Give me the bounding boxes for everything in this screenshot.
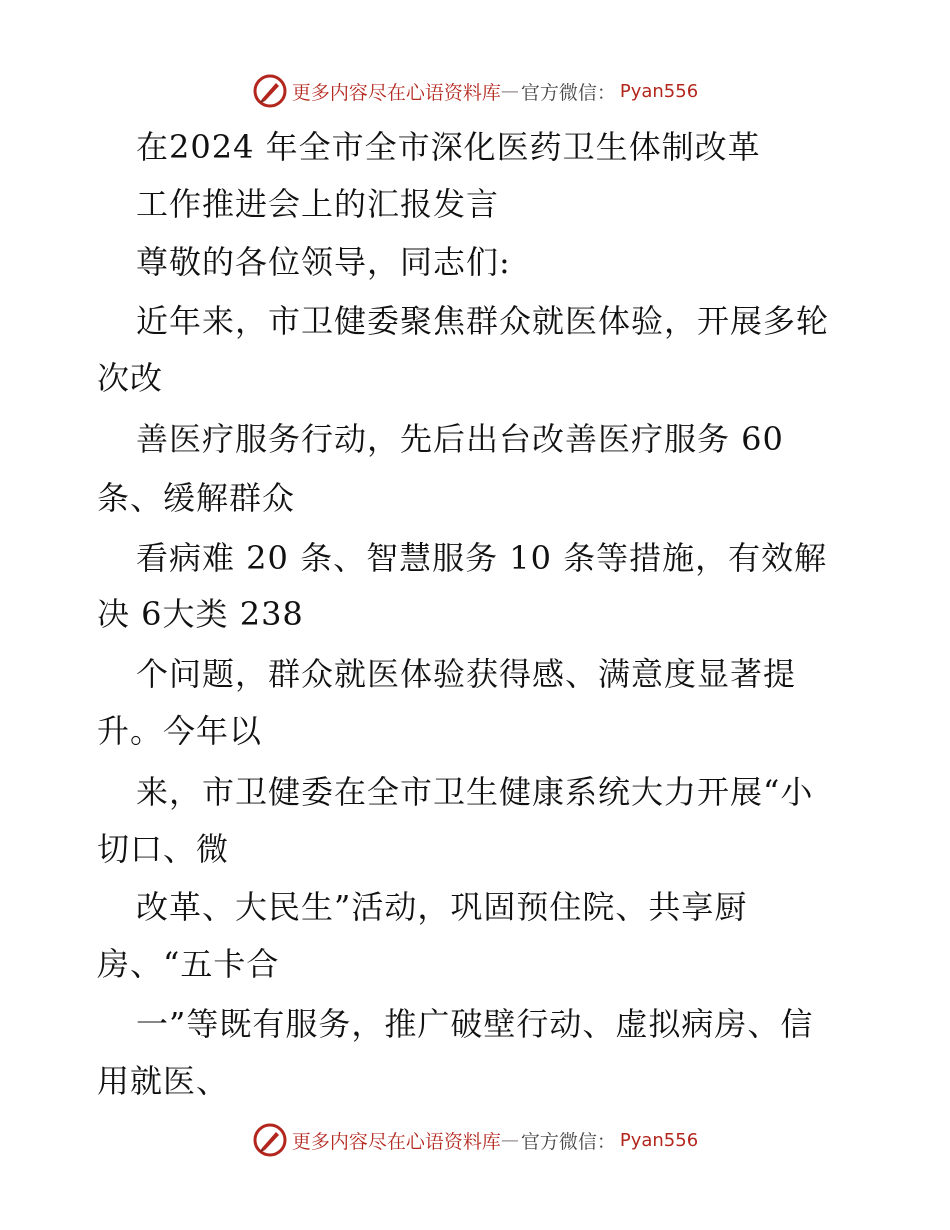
watermark-separator: — bbox=[500, 1129, 519, 1151]
body-line: 房、“五卡合 bbox=[97, 945, 280, 983]
pen-logo-icon bbox=[252, 73, 288, 109]
watermark-text: 更多内容尽在心语资料库 bbox=[291, 1130, 501, 1153]
watermark-handle: Pyan556 bbox=[619, 1129, 699, 1151]
watermark-wechat-label: 官方微信： bbox=[520, 1130, 616, 1153]
body-line: 个问题，群众就医体验获得感、满意度显著提 bbox=[136, 655, 797, 693]
body-line: 升。今年以 bbox=[97, 712, 263, 750]
body-line: 改革、大民生”活动，巩固预住院、共享厨 bbox=[136, 888, 748, 926]
body-line: 近年来，市卫健委聚焦群众就医体验，开展多轮 bbox=[136, 302, 830, 340]
watermark-separator: — bbox=[500, 80, 519, 102]
body-line: 看病难 20 条、智慧服务 10 条等措施，有效解 bbox=[136, 539, 828, 577]
body-line: 决 6大类 238 bbox=[97, 595, 304, 633]
watermark-handle: Pyan556 bbox=[619, 80, 699, 102]
body-line: 次改 bbox=[97, 359, 164, 397]
body-line: 善医疗服务行动，先后出台改善医疗服务 60 bbox=[136, 420, 784, 458]
footer-watermark bbox=[0, 1120, 950, 1160]
body-line: 用就医、 bbox=[97, 1062, 230, 1100]
watermark-text: 更多内容尽在心语资料库 bbox=[291, 81, 501, 104]
watermark-wechat-label: 官方微信： bbox=[520, 81, 616, 104]
salutation: 尊敬的各位领导，同志们: bbox=[136, 243, 511, 281]
pen-logo-icon bbox=[252, 1122, 288, 1158]
body-line: 条、缓解群众 bbox=[97, 479, 296, 517]
title-line-1: 在2024 年全市全市深化医药卫生体制改革 bbox=[136, 128, 761, 166]
header-watermark bbox=[0, 71, 950, 111]
title-line-2: 工作推进会上的汇报发言 bbox=[136, 185, 500, 223]
body-line: 来，市卫健委在全市卫生健康系统大力开展“小 bbox=[136, 773, 814, 811]
body-line: 切口、微 bbox=[97, 830, 230, 868]
body-line: 一”等既有服务，推广破壁行动、虚拟病房、信 bbox=[136, 1005, 814, 1043]
